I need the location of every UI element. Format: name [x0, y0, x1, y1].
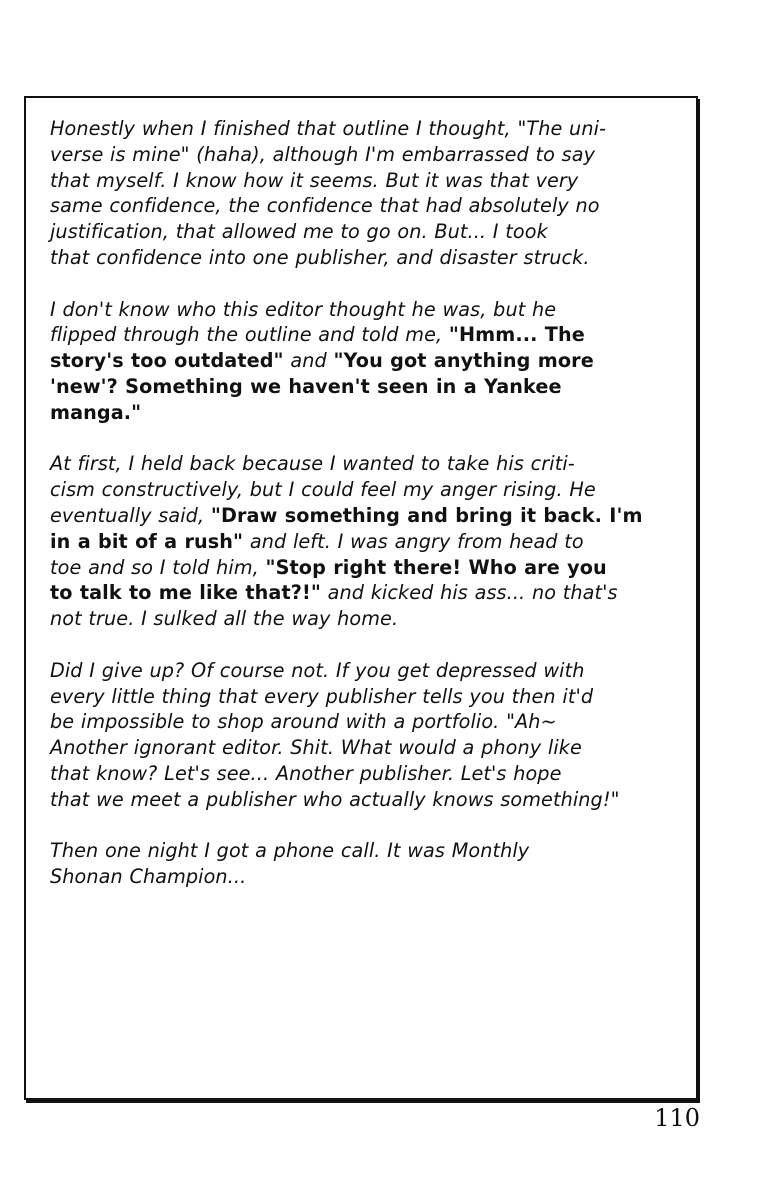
- paragraph-text: At first, I held back because I wanted to take his criti- cism constructively, but I could feel my anger rising. He eventually said,: [50, 452, 596, 527]
- paragraph-text: Then one night I got a phone call. It was Monthly Shonan Champion...: [50, 839, 530, 889]
- quote-text: "Draw something and bring it back. I'm in a bit of a rush": [50, 503, 643, 553]
- paragraph-text: Honestly when I finished that outline I thought, "The uni- verse is mine" (haha), although I'm embarrassed to say that myself. I know how it seems. But it was that very same confidence, the confidence that had absolutely no justification, that allowed me to go on. But... I took that confidence into one publisher, and disaster struck.: [50, 117, 607, 269]
- quote-text: "You got anything more 'new'? Something we haven't seen in a Yankee manga.": [50, 349, 594, 424]
- paragraph-2: [50, 297, 674, 426]
- paragraph-text: I don't know who this editor thought he was, but he flipped through the outline and told me,: [50, 297, 557, 347]
- paragraph-1: [50, 116, 674, 271]
- paragraph-4: [50, 658, 674, 813]
- text-block: [50, 116, 674, 916]
- quote-text: "Hmm... The story's too outdated": [50, 323, 585, 373]
- paragraph-text: and left. I was angry from head to toe and so I told him,: [50, 529, 584, 579]
- paragraph-5: [50, 838, 674, 890]
- quote-text: "Stop right there! Who are you to talk to me like that?!": [50, 555, 607, 605]
- paragraph-text: Did I give up? Of course not. If you get depressed with every little thing that every publisher tells you then it'd be impossible to shop around with a portfolio. "Ah~ Another ignorant editor. Shit. What would a phony like that know? Let's see... Another publisher. Let's hope that we meet a publisher who actually knows something!": [50, 658, 620, 811]
- paragraph-text: and: [283, 349, 334, 373]
- text-frame: [24, 96, 698, 1100]
- paragraph-text: and kicked his ass... no that's not true. I sulked all the way home.: [50, 581, 618, 631]
- page-number: 110: [654, 1104, 700, 1132]
- paragraph-3: [50, 451, 674, 632]
